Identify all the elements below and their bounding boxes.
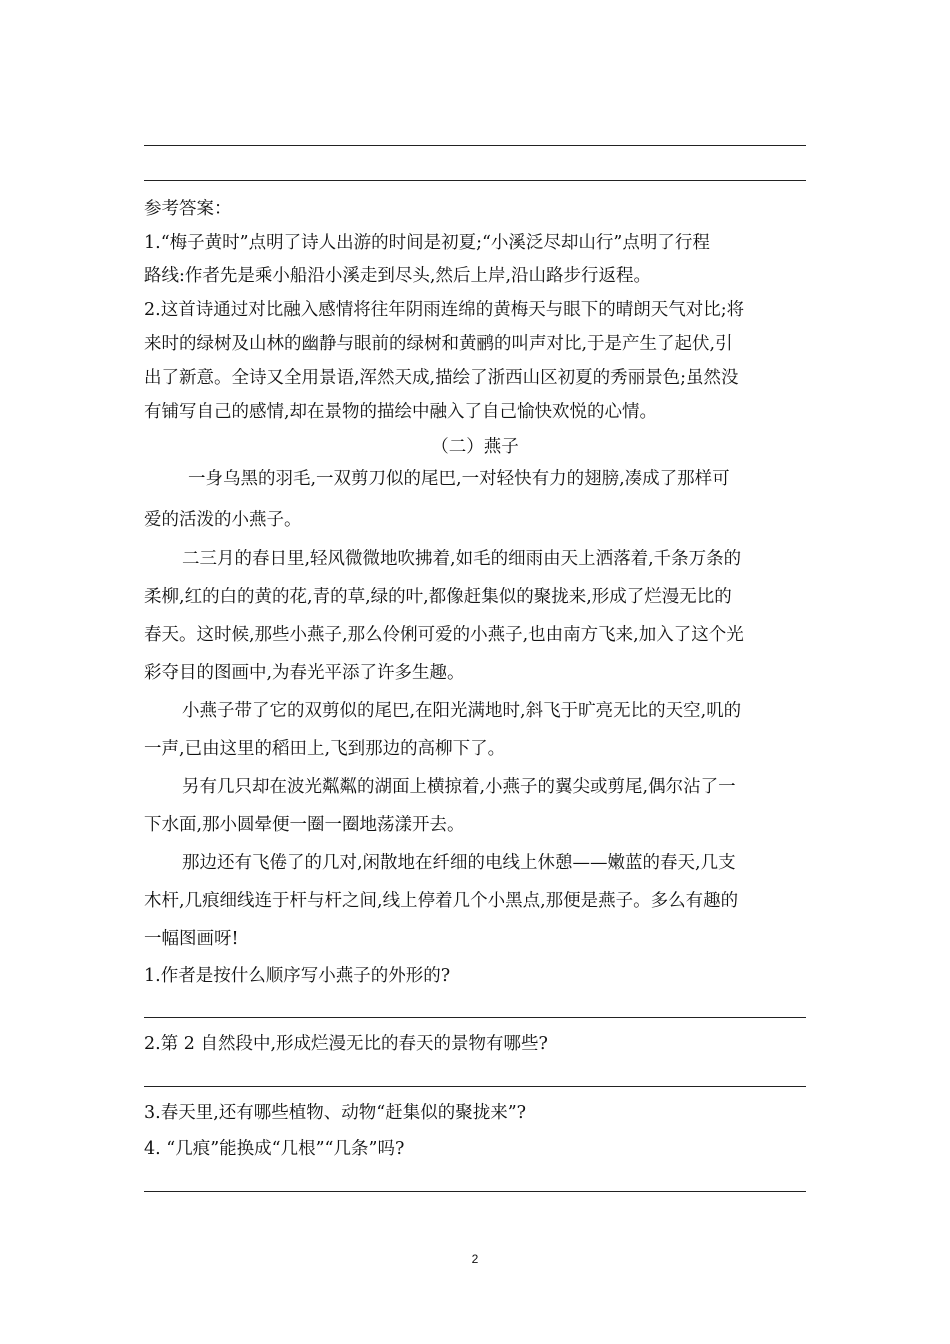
question-2: 2.第 2 自然段中,形成烂漫无比的春天的景物有哪些? <box>144 1034 548 1054</box>
answer-2-line-4: 有铺写自己的感情,却在景物的描绘中融入了自己愉快欢悦的心情。 <box>144 402 658 422</box>
answers-heading: 参考答案： <box>144 199 232 219</box>
paragraph-4-line-2: 下水面,那小圆晕便一圈一圈地荡漾开去。 <box>144 815 465 835</box>
answer-line-q1[interactable] <box>144 1017 806 1018</box>
paragraph-4-line-1: 另有几只却在波光粼粼的湖面上横掠着,小燕子的翼尖或剪尾,偶尔沾了一 <box>182 777 736 797</box>
answer-line-q2[interactable] <box>144 1086 806 1087</box>
answer-line-top-2 <box>144 180 806 181</box>
answer-line-top-1 <box>144 145 806 146</box>
answer-1-line-2: 路线:作者先是乘小船沿小溪走到尽头,然后上岸,沿山路步行返程。 <box>144 266 652 286</box>
paragraph-5-line-2: 木杆,几痕细线连于杆与杆之间,线上停着几个小黑点,那便是燕子。多么有趣的 <box>144 891 739 911</box>
paragraph-1-line-2: 爱的活泼的小燕子。 <box>144 510 302 530</box>
question-3: 3.春天里,还有哪些植物、动物“赶集似的聚拢来”? <box>144 1103 527 1123</box>
question-1: 1.作者是按什么顺序写小燕子的外形的? <box>144 966 451 986</box>
paragraph-3-line-2: 一声,已由这里的稻田上,飞到那边的高柳下了。 <box>144 739 506 759</box>
paragraph-5-line-1: 那边还有飞倦了的几对,闲散地在纤细的电线上休憩——嫩蓝的春天,几支 <box>182 853 736 873</box>
answer-2-line-3: 出了新意。全诗又全用景语,浑然天成,描绘了浙西山区初夏的秀丽景色;虽然没 <box>144 368 739 388</box>
paragraph-3-line-1: 小燕子带了它的双剪似的尾巴,在阳光满地时,斜飞于旷亮无比的天空,叽的 <box>182 701 742 721</box>
paragraph-2-line-4: 彩夺目的图画中,为春光平添了许多生趣。 <box>144 663 465 683</box>
page-number: 2 <box>471 1252 479 1266</box>
answer-2-line-2: 来时的绿树及山林的幽静与眼前的绿树和黄鹂的叫声对比,于是产生了起伏,引 <box>144 334 733 354</box>
paragraph-2-line-1: 二三月的春日里,轻风微微地吹拂着,如毛的细雨由天上洒落着,千条万条的 <box>182 549 742 569</box>
paragraph-2-line-2: 柔柳,红的白的黄的花,青的草,绿的叶,都像赶集似的聚拢来,形成了烂漫无比的 <box>144 587 732 607</box>
paragraph-5-line-3: 一幅图画呀! <box>144 929 239 949</box>
passage-title: （二）燕子 <box>431 437 519 457</box>
answer-2-line-1: 2.这首诗通过对比融入感情将往年阴雨连绵的黄梅天与眼下的晴朗天气对比;将 <box>144 300 745 320</box>
question-4: 4. “几痕”能换成“几根”“几条”吗? <box>144 1139 405 1159</box>
answer-line-q4[interactable] <box>144 1191 806 1192</box>
paragraph-2-line-3: 春天。这时候,那些小燕子,那么伶俐可爱的小燕子,也由南方飞来,加入了这个光 <box>144 625 744 645</box>
paragraph-1-line-1: 一身乌黑的羽毛,一双剪刀似的尾巴,一对轻快有力的翅膀,凑成了那样可 <box>188 469 730 489</box>
answer-1-line-1: 1.“梅子黄时”点明了诗人出游的时间是初夏;“小溪泛尽却山行”点明了行程 <box>144 233 710 253</box>
